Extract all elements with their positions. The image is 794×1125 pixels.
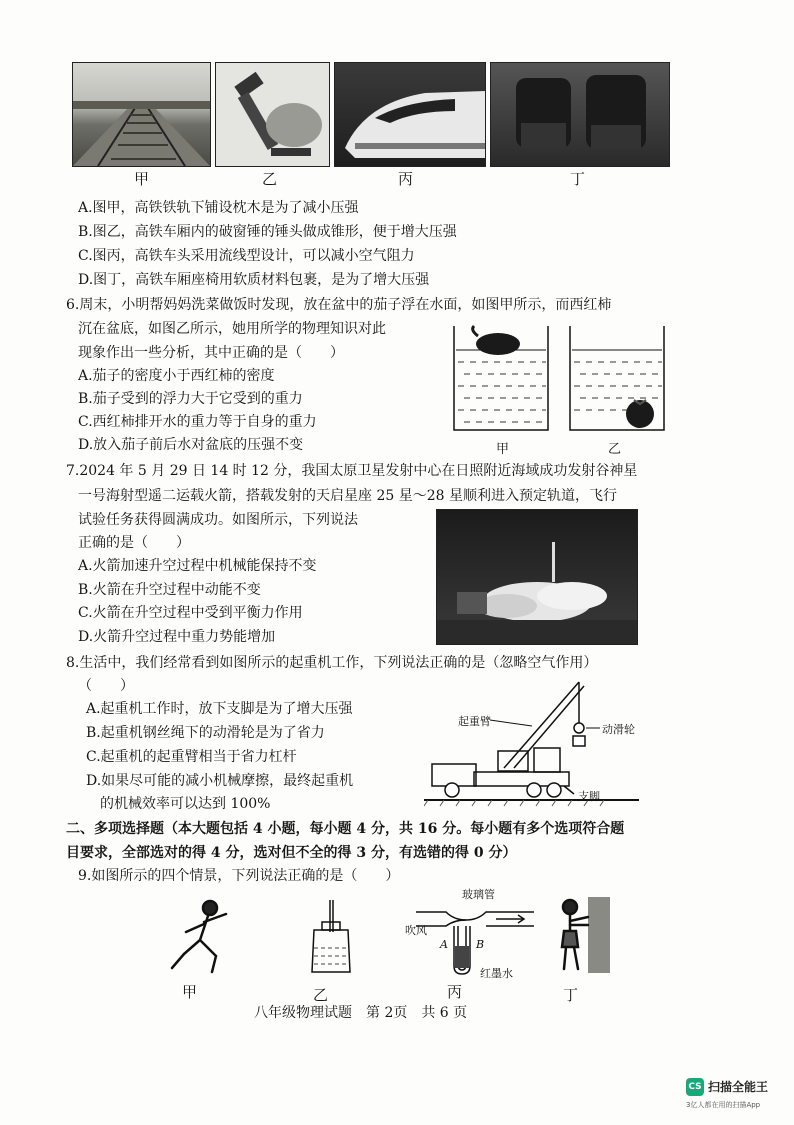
section2-title-line2: 目要求，全部选对的得 4 分，选对但不全的得 3 分，有选错的得 0 分） (66, 845, 517, 861)
q6-fig-label-jia: 甲 (496, 442, 510, 457)
hammer-drawing (216, 63, 329, 166)
q9-fig-label-yi: 乙 (313, 986, 329, 1004)
crane-outrigger (564, 786, 574, 794)
q9-fig-label-bing: 丙 (447, 983, 463, 1001)
seats-drawing (491, 63, 669, 166)
q7-option-c: C.火箭在升空过程中受到平衡力作用 (78, 605, 303, 621)
q7-stem-line2: 一号海射型遥二运载火箭，搭载发射的天启星座 25 星～28 星顺利进入预定轨道，飞行 (78, 488, 617, 504)
photo-train-nose (334, 62, 486, 167)
tube-label-a: A (440, 938, 448, 951)
girl-pushing-wall-icon (562, 900, 588, 969)
q5-option-c: C.图丙，高铁车头采用流线型设计，可以减小空气阻力 (78, 248, 415, 264)
tube-label-red-ink: 红墨水 (480, 967, 513, 980)
railway-track-drawing (73, 63, 210, 166)
page-footer: 八年级物理试题 第 2页 共 6 页 (254, 1005, 468, 1021)
q7-option-a: A.火箭加速升空过程中机械能保持不变 (78, 558, 317, 574)
section2-title-line1: 二、多项选择题（本大题包括 4 小题，每小题 4 分，共 16 分。每小题有多个选项符合题 (66, 821, 625, 837)
rocket-launch-drawing (437, 510, 637, 644)
photo-label-bing: 丙 (398, 170, 414, 188)
q6-option-c: C.西红柿排开水的重力等于自身的重力 (78, 414, 317, 430)
bottle-with-tube-icon (312, 900, 350, 972)
crane-label-outrigger: 支脚 (578, 790, 600, 803)
q7-stem-line3: 试验任务获得圆满成功。如图所示，下列说法 (78, 512, 358, 528)
cs-logo: CS (686, 1078, 704, 1096)
q6-option-d: D.放入茄子前后水对盆底的压强不变 (78, 437, 304, 453)
q6-fig-label-yi: 乙 (608, 442, 622, 457)
crane-boom (504, 682, 579, 768)
q8-option-b: B.起重机钢丝绳下的动滑轮是为了省力 (86, 725, 325, 741)
crane-label-boom: 起重臂 (458, 715, 491, 728)
q6-stem-line2: 沉在盆底，如图乙所示，她用所学的物理知识对此 (78, 321, 386, 337)
q7-stem-line4: 正确的是（ ） (78, 535, 190, 551)
train-drawing (335, 63, 485, 166)
q9-fig-label-jia: 甲 (182, 983, 198, 1001)
q6-basins-figure (450, 322, 670, 437)
q7-stem-line1: 7.2024 年 5 月 29 日 14 时 12 分，我国太原卫星发射中心在日照附近海域成功发射谷神星 (66, 463, 638, 479)
pulley-icon (574, 723, 584, 733)
scanner-watermark (686, 1078, 786, 1118)
tube-label-blow: 吹风 (405, 924, 427, 937)
q6-stem-line3: 现象作出一些分析，其中正确的是（ ） (78, 345, 344, 361)
photo-railway-sleepers (72, 62, 211, 167)
q9-fig-bottle (308, 900, 353, 975)
watermark-name: 扫描全能王 (708, 1080, 769, 1094)
q6-stem-line1: 6.周末，小明帮妈妈洗菜做饭时发现，放在盆中的茄子浮在水面，如图甲所示，而西红柿 (66, 297, 612, 313)
running-boy-icon (172, 901, 226, 972)
q6-option-b: B.茄子受到的浮力大于它受到的重力 (78, 391, 303, 407)
q8-option-d-cont: 的机械效率可以达到 100% (86, 796, 271, 812)
crane-figure (424, 676, 639, 808)
q9-fig-runner (168, 896, 233, 976)
photo-label-jia: 甲 (134, 170, 150, 188)
photo-label-yi: 乙 (262, 170, 278, 188)
q9-fig-pushing-wall (552, 895, 612, 975)
q8-stem-line2: （ ） (78, 678, 134, 694)
photo-window-hammer (215, 62, 330, 167)
q8-option-a: A.起重机工作时，放下支脚是为了增大压强 (86, 701, 353, 717)
photo-rocket-launch (436, 509, 638, 645)
q8-option-d: D.如果尽可能的减小机械摩擦，最终起重机 (86, 773, 354, 789)
crane-label-pulley: 动滑轮 (602, 723, 635, 736)
q8-stem-line1: 8.生活中，我们经常看到如图所示的起重机工作，下列说法正确的是（忽略空气作用） (66, 655, 598, 671)
q9-fig-label-ding: 丁 (563, 986, 579, 1004)
q9-stem: 9.如图所示的四个情景，下列说法正确的是（ ） (78, 868, 400, 884)
q9-fig-utube (406, 898, 536, 978)
watermark-sub: 3亿人都在用的扫描App (686, 1101, 761, 1109)
q6-option-a: A.茄子的密度小于西红柿的密度 (78, 368, 275, 384)
tube-label-b: B (476, 938, 485, 951)
eggplant-icon (473, 326, 520, 355)
q7-option-d: D.火箭升空过程中重力势能增加 (78, 629, 276, 645)
tube-label-glass: 玻璃管 (462, 888, 495, 901)
q5-option-d: D.图丁，高铁车厢座椅用软质材料包裹，是为了增大压强 (78, 272, 430, 288)
tomato-icon (626, 400, 654, 428)
q5-option-b: B.图乙，高铁车厢内的破窗锤的锤头做成锥形，便于增大压强 (78, 224, 457, 240)
photo-train-seats (490, 62, 670, 167)
q5-option-a: A.图甲，高铁铁轨下铺设枕木是为了减小压强 (78, 200, 359, 216)
photo-label-ding: 丁 (570, 170, 586, 188)
q8-option-c: C.起重机的起重臂相当于省力杠杆 (86, 749, 297, 765)
q7-option-b: B.火箭在升空过程中动能不变 (78, 582, 261, 598)
